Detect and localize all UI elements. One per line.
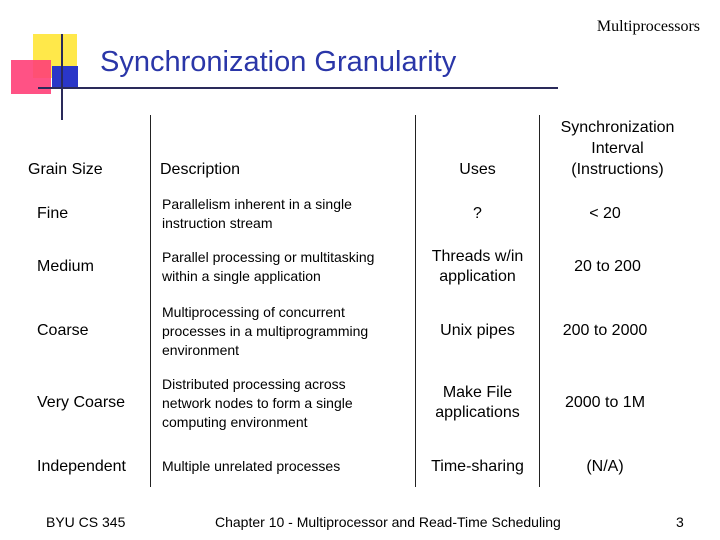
decorative-vertical-line xyxy=(61,34,63,120)
cell-grain: Very Coarse xyxy=(37,394,126,411)
cell-description: Parallelism inherent in a single instruction stream xyxy=(162,196,352,231)
header-grain-size: Grain Size xyxy=(28,161,103,178)
cell-grain: Independent xyxy=(37,458,126,475)
table-divider xyxy=(150,115,151,487)
table-divider xyxy=(415,115,416,487)
cell-grain: Fine xyxy=(37,205,69,222)
header-sync-interval: Synchronization Interval (Instructions) xyxy=(560,119,675,178)
cell-uses: Unix pipes xyxy=(440,322,515,339)
cell-description: Multiple unrelated processes xyxy=(162,458,341,474)
cell-interval: < 20 xyxy=(589,205,621,222)
section-label: Multiprocessors xyxy=(596,18,700,35)
slide-title: Synchronization Granularity xyxy=(100,46,457,78)
header-description: Description xyxy=(160,161,241,178)
footer-course: BYU CS 345 xyxy=(46,514,126,530)
cell-interval: 200 to 2000 xyxy=(562,322,648,339)
footer-chapter: Chapter 10 - Multiprocessor and Read-Time Scheduling xyxy=(215,514,561,530)
table-divider xyxy=(539,115,540,487)
cell-interval: 20 to 200 xyxy=(574,258,641,275)
header-uses: Uses xyxy=(459,161,496,178)
cell-description: Parallel processing or multitasking within a single application xyxy=(162,249,375,284)
decorative-blue-square xyxy=(52,66,78,88)
page-number: 3 xyxy=(676,514,684,530)
cell-description: Multiprocessing of concurrent processes in a multiprogramming environment xyxy=(162,304,369,358)
cell-interval: (N/A) xyxy=(586,458,624,475)
cell-uses: Threads w/in application xyxy=(431,248,524,285)
cell-description: Distributed processing across network nodes to form a single computing environment xyxy=(162,376,353,430)
cell-uses: Time-sharing xyxy=(431,458,524,475)
cell-grain: Medium xyxy=(37,258,94,275)
cell-uses: ? xyxy=(473,205,482,222)
cell-interval: 2000 to 1M xyxy=(564,394,646,411)
cell-uses: Make File applications xyxy=(435,384,520,421)
cell-grain: Coarse xyxy=(37,322,89,339)
title-underline xyxy=(38,87,558,89)
